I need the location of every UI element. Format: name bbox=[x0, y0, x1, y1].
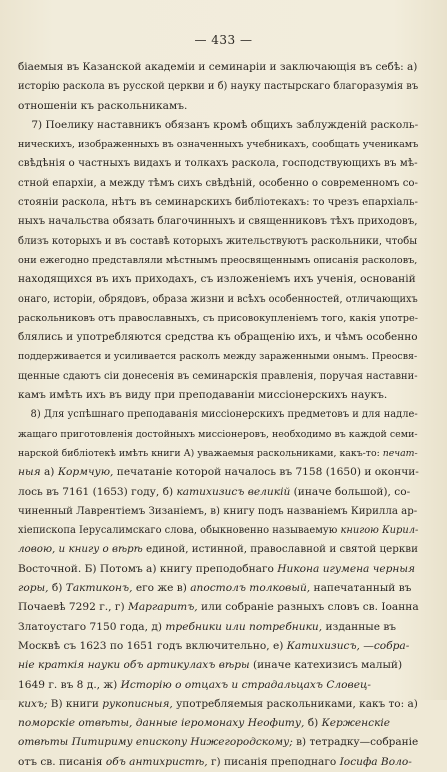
italic-text-segment: Керженскіе bbox=[321, 717, 391, 730]
text-line bbox=[18, 714, 420, 733]
text-segment: Почаевѣ 7292 г., г) bbox=[18, 601, 128, 614]
italic-text-segment: печат- bbox=[382, 447, 418, 459]
text-segment: его же в) bbox=[132, 582, 191, 595]
text-segment: В) книги bbox=[47, 697, 103, 710]
text-line bbox=[18, 753, 420, 772]
text-segment: печатаніе которой началось въ 7158 (1650) и окончи- bbox=[113, 466, 419, 479]
text-line bbox=[18, 733, 420, 752]
text-segment: камъ имѣть ихъ въ виду при преподаваніи миссіонерскихъ наукъ. bbox=[18, 389, 388, 402]
text-segment: употребляемыя раскольниками, какъ то: а) bbox=[172, 697, 418, 710]
text-line bbox=[18, 676, 420, 695]
text-segment: чиненный Лаврентіемъ Зизаніемъ, в) книгу подъ названіемъ Кирилла ар- bbox=[18, 505, 418, 517]
text-segment: Москвѣ съ 1623 по 1651 годъ включительно, е) bbox=[18, 639, 287, 652]
italic-text-segment: объ антихристѣ, bbox=[105, 755, 208, 768]
text-segment: свѣдѣнія о частныхъ видахъ и толкахъ раскола, господствующихъ въ мѣ- bbox=[18, 157, 418, 170]
text-segment: отношеніи къ раскольникамъ. bbox=[18, 99, 188, 112]
text-line bbox=[18, 405, 420, 424]
text-line bbox=[18, 77, 420, 96]
text-segment: 7) Поелику наставникъ обязанъ кромѣ общихъ заблужденій расколь- bbox=[18, 118, 419, 131]
text-line bbox=[18, 135, 420, 154]
text-segment: 1649 г. въ 8 д., ж) bbox=[18, 678, 121, 691]
italic-text-segment: требники или потребники, bbox=[165, 620, 323, 633]
text-line bbox=[18, 560, 420, 579]
text-segment: изданные въ bbox=[322, 620, 397, 633]
italic-text-segment: катихизисъ великій bbox=[176, 485, 291, 498]
text-line bbox=[18, 540, 420, 559]
text-line bbox=[18, 309, 420, 328]
text-line bbox=[18, 425, 420, 444]
text-line bbox=[18, 502, 420, 521]
text-segment: (иначе большой), со- bbox=[290, 485, 411, 498]
text-line bbox=[18, 386, 420, 405]
text-segment: отъ св. писанія bbox=[18, 755, 106, 768]
italic-text-segment: Никона игумена черныя bbox=[277, 562, 416, 575]
text-line bbox=[18, 347, 420, 366]
text-segment: жащаго приготовленія достойныхъ миссіонеровъ, необходимо въ каждой семи- bbox=[18, 428, 418, 440]
text-segment: стояніи раскола, нѣтъ въ семинарскихъ библіотекахъ: то чрезъ епархіаль- bbox=[18, 197, 418, 209]
italic-text-segment: книгою Кирил- bbox=[340, 525, 419, 537]
text-body bbox=[18, 58, 420, 772]
text-segment: (иначе катехизисъ малый) bbox=[249, 659, 403, 672]
text-segment: хіепископа Іерусалимскаго слова, обыкновенно называемую bbox=[18, 525, 341, 537]
text-line bbox=[18, 444, 420, 463]
text-segment: біаемыя въ Казанской академіи и семинаріи и заключающія въ себѣ: а) bbox=[18, 61, 418, 73]
text-line bbox=[18, 212, 420, 231]
text-line bbox=[18, 290, 420, 309]
text-line bbox=[18, 521, 420, 540]
italic-text-segment: апостолъ толковый, bbox=[190, 582, 311, 595]
italic-text-segment: рукописныя, bbox=[102, 697, 173, 710]
text-segment: поддерживается и усиливается расколъ между зараженными онымъ. Преосвя- bbox=[18, 351, 418, 363]
text-segment: а) bbox=[40, 466, 58, 479]
text-line bbox=[18, 695, 420, 714]
text-line bbox=[18, 367, 420, 386]
italic-text-segment: Тактиконъ, bbox=[65, 582, 133, 595]
page-number: — 433 — bbox=[194, 33, 253, 47]
italic-text-segment: Катихизисъ, —собра- bbox=[286, 639, 410, 652]
italic-text-segment: Іосифа Воло- bbox=[339, 755, 412, 768]
text-segment: ныхъ начальства обязать благочинныхъ и священниковъ тѣхъ приходовъ, bbox=[18, 216, 418, 228]
italic-text-segment: ніе краткія науки объ артикулахъ вѣры bbox=[18, 659, 250, 672]
text-line bbox=[18, 328, 420, 347]
text-segment: ническихъ, изображенныхъ въ означенныхъ учебникахъ, сообщать ученикамъ bbox=[18, 139, 419, 151]
text-segment: близъ которыхъ и въ составѣ которыхъ жительствуютъ раскольники, чтобы bbox=[18, 235, 418, 247]
text-segment: б) bbox=[304, 717, 322, 730]
text-line bbox=[18, 251, 420, 270]
text-segment: в) тетрадку—собраніе bbox=[292, 736, 419, 749]
text-line bbox=[18, 463, 420, 482]
italic-text-segment: ловою, и книгу о вѣрѣ bbox=[18, 543, 143, 556]
text-line bbox=[18, 483, 420, 502]
text-line bbox=[18, 58, 420, 77]
text-line bbox=[18, 656, 420, 675]
text-line bbox=[18, 174, 420, 193]
text-segment: единой, истинной, православной и святой церкви bbox=[142, 543, 418, 556]
text-segment: или собраніе разныхъ словъ св. Іоанна bbox=[197, 601, 419, 614]
text-segment: 8) Для успѣшнаго преподаванія миссіонерскихъ предметовъ и для надле- bbox=[18, 409, 418, 421]
text-segment: онаго, исторіи, обрядовъ, образа жизни и всѣхъ особенностей, отличающихъ bbox=[18, 293, 418, 305]
text-line bbox=[18, 154, 420, 173]
text-segment: они ежегодно представляли мѣстнымъ преосвященнымъ описанія расколовъ, bbox=[18, 254, 418, 266]
text-segment: щенные сдаютъ сіи донесенія въ семинарскія правленія, поручая наставни- bbox=[18, 370, 418, 382]
text-segment: Восточной. Б) Потомъ а) книгу преподобнаго bbox=[18, 562, 278, 575]
italic-text-segment: Маргаритъ, bbox=[127, 601, 198, 614]
text-line bbox=[18, 193, 420, 212]
text-segment: напечатанный въ bbox=[310, 582, 412, 595]
italic-text-segment: кихъ; bbox=[18, 697, 48, 710]
text-segment: находящихся въ ихъ приходахъ, съ изложеніемъ ихъ ученія, основаній bbox=[18, 273, 416, 286]
italic-text-segment: поморскіе отвѣты, данные іеромонаху Неофиту, bbox=[18, 717, 305, 730]
text-segment: нарской библіотекѣ имѣть книги А) уважаемыя раскольниками, какъ-то: bbox=[18, 447, 383, 459]
text-segment: раскольниковъ отъ православныхъ, съ присовокупленіемъ того, какія употре- bbox=[18, 312, 418, 324]
text-line bbox=[18, 97, 420, 116]
text-line bbox=[18, 232, 420, 251]
italic-text-segment: горы, bbox=[18, 582, 49, 595]
italic-text-segment: отвѣты Питириму епископу Нижегородскому; bbox=[18, 736, 293, 749]
text-line bbox=[18, 116, 420, 135]
text-line bbox=[18, 618, 420, 637]
text-line bbox=[18, 579, 420, 598]
text-segment: исторію раскола въ русской церкви и б) науку пастырскаго благоразумія въ bbox=[18, 81, 419, 93]
text-line bbox=[18, 598, 420, 617]
text-segment: стной епархіи, а между тѣмъ сихъ свѣдѣній, особенно о современномъ со- bbox=[18, 177, 418, 189]
text-segment: лось въ 7161 (1653) году, б) bbox=[18, 485, 177, 498]
text-line bbox=[18, 270, 420, 289]
text-segment: блялись и употребляются средства къ обращенію ихъ, и чѣмъ особенно bbox=[18, 331, 418, 344]
italic-text-segment: ныя bbox=[18, 466, 41, 479]
italic-text-segment: Исторію о отцахъ и страдальцахъ Словец- bbox=[120, 678, 371, 691]
text-line bbox=[18, 637, 420, 656]
italic-text-segment: Кормчую, bbox=[57, 466, 114, 479]
text-segment: Златоустаго 7150 года, д) bbox=[18, 620, 166, 633]
text-segment: б) bbox=[48, 582, 66, 595]
text-segment: г) писанія преподнаго bbox=[207, 755, 340, 768]
